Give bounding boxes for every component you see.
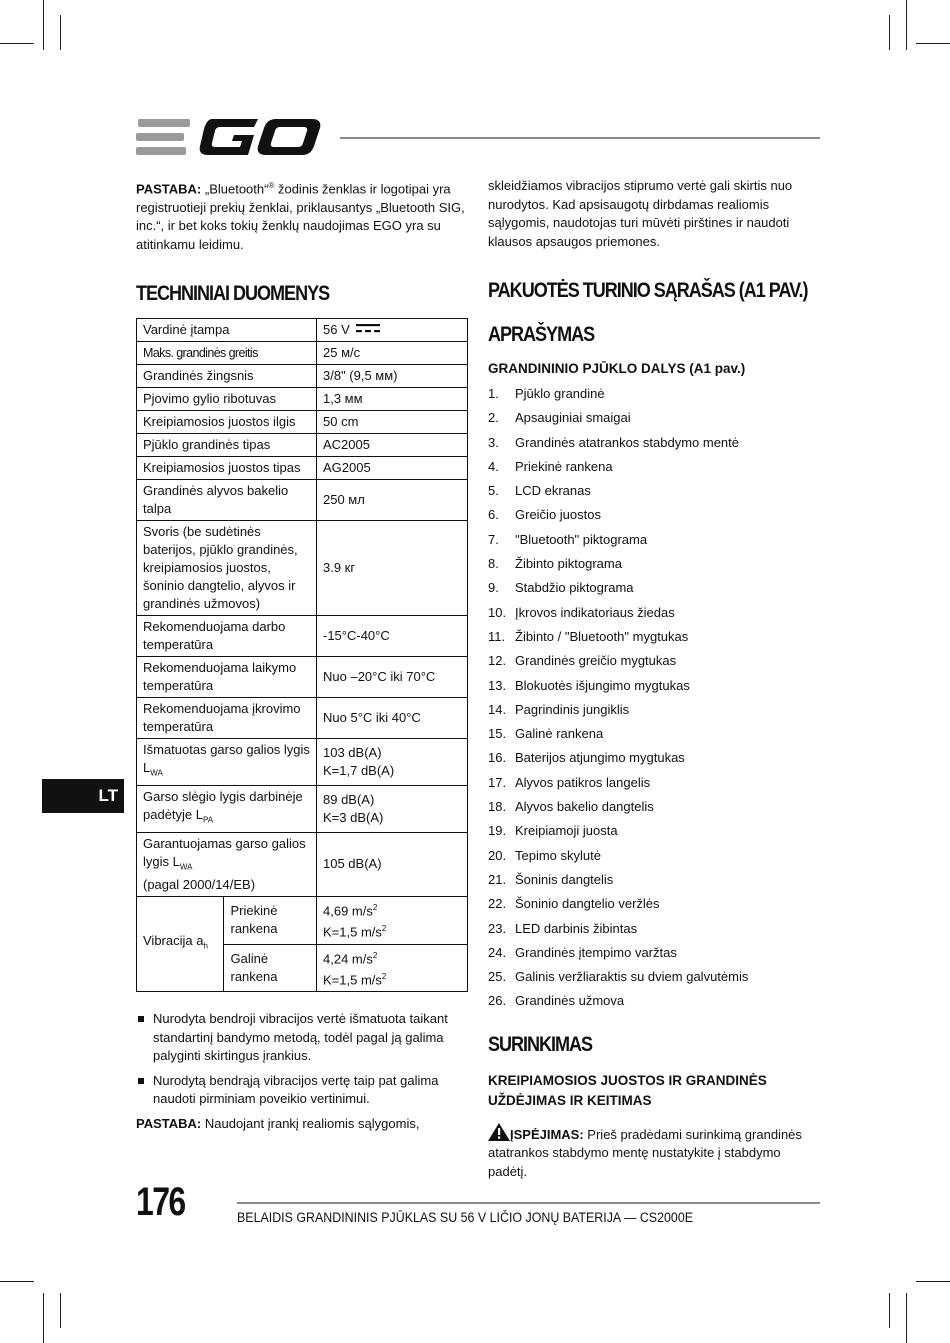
spec-label: Rekomenduojama laikymo temperatūra (137, 657, 317, 698)
parts-heading: GRANDININIO PJŪKLO DALYS (A1 pav.) (488, 361, 746, 376)
crop-mark (0, 43, 34, 44)
assembly-heading: SURINKIMAS (488, 1032, 593, 1056)
list-item: 23. LED darbinis žibintas (488, 920, 638, 936)
vibration-notes (136, 1010, 468, 1109)
list-item: 12. Grandinės greičio mygtukas (488, 653, 677, 669)
table-row: Garso slėgio lygis darbinėje padėtyje $L_{PA}$ 89 dB(A) K=3 dB(A) (137, 785, 468, 832)
spec-value: 3/8" (9,5 мм) (317, 365, 468, 388)
table-row (137, 434, 468, 457)
bluetooth-note: PASTABA: „Bluetooth“® žodinis ženklas ir logotipai yra registruotieji prekių ženklai, priklausantys „Bluetooth SIG, inc.“, ir bet koks tokių ženklų naudojimas EGO yra su atitinkamu leidimu. (136, 181, 465, 252)
spec-value: 1,3 мм (317, 388, 468, 411)
spec-label: Rekomenduojama įkrovimo temperatūra (137, 698, 317, 739)
list-item: 9. Stabdžio piktograma (488, 580, 634, 596)
list-item: 1. Pjūklo grandinė (488, 386, 605, 401)
list-item: 17. Alyvos patikros langelis (488, 774, 651, 790)
crop-mark (60, 1293, 61, 1328)
table-row (137, 616, 468, 657)
list-item: 7. "Bluetooth" piktograma (488, 531, 648, 547)
page-number: 176 (136, 1180, 185, 1224)
warning-icon (488, 1123, 510, 1141)
list-item: 14. Pagrindinis jungiklis (488, 701, 630, 717)
crop-mark (43, 0, 44, 50)
list-item: 18. Alyvos bakelio dangtelis (488, 799, 654, 815)
crop-mark (906, 1293, 907, 1343)
spec-value: 25 м/с (317, 342, 468, 365)
crop-mark (916, 43, 950, 44)
crop-mark (889, 1293, 890, 1328)
table-row: Galinė rankena 4,24 $m/s^2$ K=1,5 $m/s^2$ (137, 944, 468, 992)
package-heading: PAKUOTĖS TURINIO SĄRAŠAS (A1 PAV.) (488, 279, 808, 302)
list-item: Nurodyta bendroji vibracijos vertė išmatuota taikant standartinį bandymo metodą, todėl pagal ją galima palyginti skirtingus įrankius. (136, 1010, 468, 1066)
table-row (137, 698, 468, 739)
table-row (137, 457, 468, 480)
crop-mark (0, 1281, 34, 1282)
left-column (136, 177, 468, 1133)
assembly-subheading: KREIPIAMOSIOS JUOSTOS IR GRANDINĖS UŽDĖJIMAS IR KEITIMAS (488, 1072, 767, 1108)
list-item: 16. Baterijos atjungimo mygtukas (488, 750, 685, 766)
crop-mark (43, 1293, 44, 1343)
spec-label: Maks. grandinės greitis (137, 342, 317, 365)
header-rule (340, 137, 820, 139)
list-item: 15. Galinė rankena (488, 726, 604, 742)
list-item: 26. Grandinės užmova (488, 993, 625, 1009)
list-item: 11. Žibinto / "Bluetooth" mygtukas (488, 628, 689, 644)
spec-value: 250 мл (317, 480, 468, 521)
spec-label: Grandinės žingsnis (137, 365, 317, 388)
table-row (137, 480, 468, 521)
crop-mark (916, 1281, 950, 1282)
table-row (137, 319, 468, 342)
spec-value: Nuo 5°C iki 40°C (317, 698, 468, 739)
table-row (137, 411, 468, 434)
table-row (137, 365, 468, 388)
list-item: 10. Įkrovos indikatoriaus žiedas (488, 604, 675, 620)
table-row (137, 342, 468, 365)
table-row: Vibracija $a_h$ Priekinė rankena 4,69 $m/s^2$ K=1,5 $m/s^2$ (137, 897, 468, 945)
dc-symbol-icon (356, 324, 380, 334)
spec-value: AG2005 (317, 457, 468, 480)
spec-label: Pjūklo grandinės tipas (137, 434, 317, 457)
right-column (488, 177, 820, 1181)
language-tab: LT (42, 779, 124, 813)
crop-mark (60, 15, 61, 50)
tech-data-heading: TECHNINIAI DUOMENYS (136, 282, 330, 306)
crop-mark (889, 15, 890, 50)
ego-logo (136, 116, 321, 158)
list-item: 2. Apsauginiai smaigai (488, 410, 631, 426)
usage-note: PASTABA: Naudojant įrankį realiomis sąlygomis, (136, 1115, 420, 1131)
spec-label: Kreipiamosios juostos ilgis (137, 411, 317, 434)
list-item: 3. Grandinės atatrankos stabdymo mentė (488, 434, 740, 450)
list-item: 22. Šoninio dangtelio veržlės (488, 896, 660, 912)
spec-value: Nuo –20°C iki 70°C (317, 657, 468, 698)
list-item: 8. Žibinto piktograma (488, 556, 622, 572)
spec-table (136, 318, 468, 992)
table-row: Garantuojamas garso galios lygis $L_{WA}$ (pagal 2000/14/EB) 105 dB(A) (137, 832, 468, 897)
list-item: 25. Galinis veržliaraktis su dviem galvutėmis (488, 969, 749, 985)
list-item: 5. LCD ekranas (488, 483, 591, 499)
spec-label: Svoris (be sudėtinės baterijos, pjūklo grandinės, kreipiamosios juostos, šoninio dangtelio, alyvos ir grandinės užmovos) (137, 521, 317, 616)
spec-value: 50 cm (317, 411, 468, 434)
spec-label: Pjovimo gylio ribotuvas (137, 388, 317, 411)
table-row: Išmatuotas garso galios lygis $L_{WA}$ 103 dB(A) K=1,7 dB(A) (137, 739, 468, 786)
footer-rule (237, 1202, 820, 1204)
spec-value: 56 V (317, 319, 468, 342)
list-item: 24. Grandinės įtempimo varžtas (488, 944, 677, 960)
spec-value: 3.9 кг (317, 521, 468, 616)
list-item: 20. Tepimo skylutė (488, 847, 601, 863)
table-row (137, 521, 468, 616)
spec-value: AC2005 (317, 434, 468, 457)
spec-value: -15°C-40°C (317, 616, 468, 657)
parts-list (488, 385, 820, 1017)
footer-title: BELAIDIS GRANDININIS PJŪKLAS SU 56 V LIČIO JONŲ BATERIJA — CS2000E (237, 1210, 694, 1225)
list-item: 21. Šoninis dangtelis (488, 871, 614, 887)
crop-mark (906, 0, 907, 50)
description-heading: APRAŠYMAS (488, 323, 595, 346)
spec-label: Vardinė įtampa (137, 319, 317, 342)
spec-label: Grandinės alyvos bakelio talpa (137, 480, 317, 521)
vibration-cont-text: skleidžiamos vibracijos stiprumo vertė gali skirtis nuo nurodytos. Kad apsisaugotų dirbdamas realiomis sąlygomis, naudotojas turi mūvėti pirštines ir naudoti klausos apsaugos priemones. (488, 178, 793, 249)
list-item: 19. Kreipiamoji juosta (488, 823, 618, 839)
spec-label: Rekomenduojama darbo temperatūra (137, 616, 317, 657)
table-row (137, 388, 468, 411)
list-item: 4. Priekinė rankena (488, 458, 613, 474)
list-item: 13. Blokuotės išjungimo mygtukas (488, 677, 690, 693)
table-row (137, 657, 468, 698)
spec-label: Kreipiamosios juostos tipas (137, 457, 317, 480)
warning-text: ĮSPĖJIMAS: Prieš pradėdami surinkimą grandinės atatrankos stabdymo mentę nustatykite į stabdymo padėtį. (488, 1123, 820, 1182)
list-item: 6. Greičio juostos (488, 507, 601, 523)
list-item: Nurodytą bendrąją vibracijos vertę taip pat galima naudoti pirminiam poveikio vertinimui. (136, 1072, 468, 1109)
